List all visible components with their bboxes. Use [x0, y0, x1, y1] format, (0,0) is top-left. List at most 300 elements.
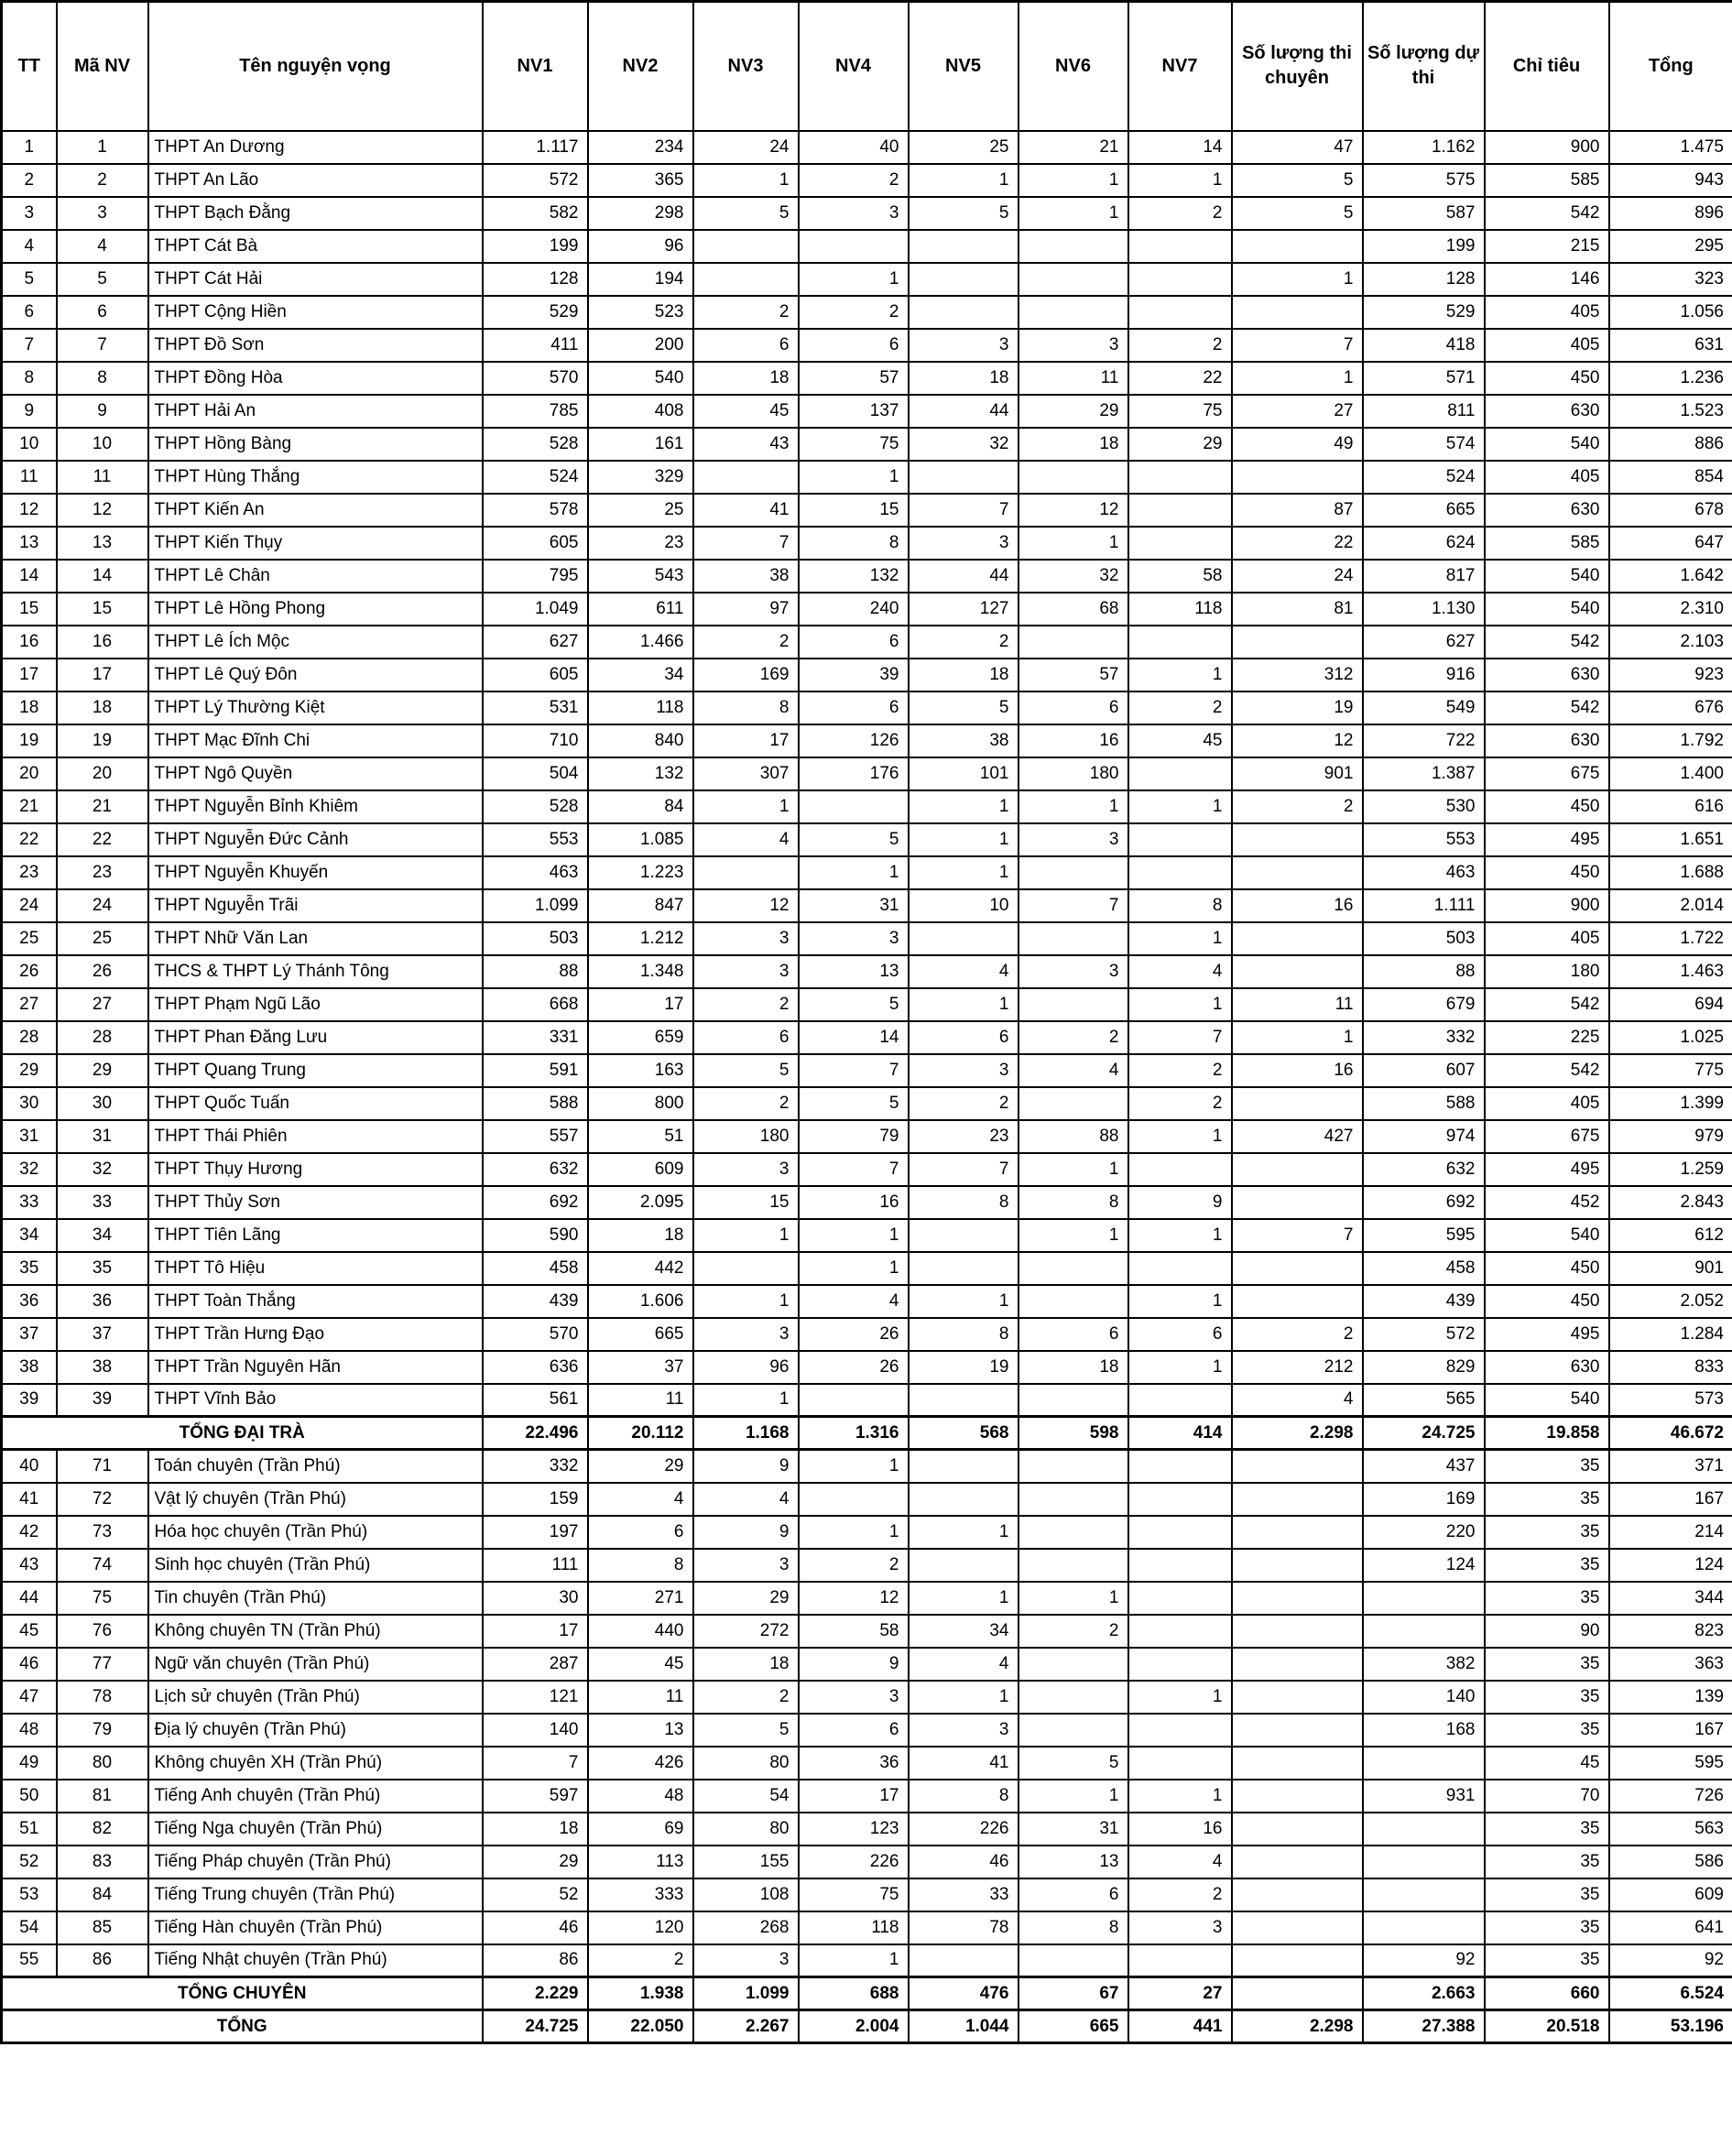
cell-nv2: 13 [588, 1714, 693, 1747]
cell-tong: 641 [1609, 1911, 1732, 1944]
table-row [2, 329, 1732, 362]
cell-nv6 [1019, 1681, 1128, 1714]
cell-nv6 [1019, 1648, 1128, 1681]
cell-nv7 [1128, 856, 1232, 889]
cell-du-thi: 574 [1363, 428, 1485, 461]
table-row [2, 757, 1732, 790]
cell-tong: 371 [1609, 1450, 1732, 1483]
cell-nv6: 1 [1019, 1582, 1128, 1615]
cell-thi-chuyen: 12 [1232, 724, 1363, 757]
cell-du-thi: 595 [1363, 1219, 1485, 1252]
cell-nv3: 6 [693, 1021, 799, 1054]
cell-nv1: 2.229 [483, 1977, 588, 2010]
cell-ten: THPT Hải An [148, 395, 483, 428]
cell-du-thi: 931 [1363, 1780, 1485, 1813]
cell-nv6: 4 [1019, 1054, 1128, 1087]
cell-nv2: 163 [588, 1054, 693, 1087]
cell-du-thi: 1.162 [1363, 131, 1485, 164]
cell-chi-tieu: 90 [1485, 1615, 1609, 1648]
cell-ma-nv: 15 [57, 593, 148, 626]
cell-nv5 [909, 1450, 1019, 1483]
cell-nv3: 4 [693, 1483, 799, 1516]
cell-nv3: 180 [693, 1120, 799, 1153]
cell-chi-tieu: 450 [1485, 856, 1609, 889]
cell-nv3: 24 [693, 131, 799, 164]
cell-nv1: 557 [483, 1120, 588, 1153]
cell-nv1: 597 [483, 1780, 588, 1813]
cell-ma-nv: 74 [57, 1549, 148, 1582]
cell-du-thi: 199 [1363, 230, 1485, 263]
cell-nv6: 8 [1019, 1186, 1128, 1219]
table-row [2, 1450, 1732, 1483]
cell-nv1: 528 [483, 790, 588, 823]
cell-nv1: 24.725 [483, 2010, 588, 2043]
cell-thi-chuyen: 2 [1232, 1318, 1363, 1351]
cell-ten: THPT Phạm Ngũ Lão [148, 988, 483, 1021]
cell-thi-chuyen [1232, 1813, 1363, 1846]
table-row [2, 362, 1732, 395]
cell-chi-tieu: 450 [1485, 790, 1609, 823]
cell-nv3: 5 [693, 197, 799, 230]
cell-nv4: 2.004 [799, 2010, 909, 2043]
cell-thi-chuyen: 1 [1232, 362, 1363, 395]
cell-du-thi: 439 [1363, 1285, 1485, 1318]
cell-nv7: 4 [1128, 1846, 1232, 1878]
cell-ma-nv: 35 [57, 1252, 148, 1285]
cell-nv1: 197 [483, 1516, 588, 1549]
cell-ten: THPT Lê Ích Mộc [148, 626, 483, 659]
cell-chi-tieu: 495 [1485, 1153, 1609, 1186]
cell-tt: 21 [2, 790, 57, 823]
cell-tong: 139 [1609, 1681, 1732, 1714]
cell-nv5: 568 [909, 1417, 1019, 1450]
cell-tong: 344 [1609, 1582, 1732, 1615]
cell-nv5 [909, 1252, 1019, 1285]
cell-tt: 15 [2, 593, 57, 626]
cell-tong: 595 [1609, 1747, 1732, 1780]
cell-tt: 31 [2, 1120, 57, 1153]
cell-ten: THPT Đồ Sơn [148, 329, 483, 362]
cell-nv3: 2 [693, 988, 799, 1021]
cell-ten: Không chuyên XH (Trần Phú) [148, 1747, 483, 1780]
cell-nv3: 43 [693, 428, 799, 461]
cell-ten: THPT An Lão [148, 164, 483, 197]
cell-nv4: 132 [799, 560, 909, 593]
cell-nv7 [1128, 626, 1232, 659]
cell-nv4: 4 [799, 1285, 909, 1318]
cell-ten: THPT Toàn Thắng [148, 1285, 483, 1318]
cell-nv3: 169 [693, 659, 799, 691]
cell-nv4: 14 [799, 1021, 909, 1054]
cell-tt: 49 [2, 1747, 57, 1780]
cell-nv4: 1 [799, 1944, 909, 1977]
cell-nv2: 37 [588, 1351, 693, 1384]
column-header-du-thi: Số lượng dự thi [1363, 2, 1485, 131]
cell-thi-chuyen: 47 [1232, 131, 1363, 164]
cell-nv7: 1 [1128, 1681, 1232, 1714]
cell-nv5: 19 [909, 1351, 1019, 1384]
cell-nv3 [693, 230, 799, 263]
cell-nv7: 1 [1128, 790, 1232, 823]
cell-ten: THPT Vĩnh Bảo [148, 1384, 483, 1417]
cell-nv1: 692 [483, 1186, 588, 1219]
cell-nv7 [1128, 1582, 1232, 1615]
table-row [2, 560, 1732, 593]
cell-nv2: 11 [588, 1384, 693, 1417]
cell-du-thi: 829 [1363, 1351, 1485, 1384]
cell-nv2: 2.095 [588, 1186, 693, 1219]
cell-ten: Hóa học chuyên (Trần Phú) [148, 1516, 483, 1549]
cell-tong: 775 [1609, 1054, 1732, 1087]
cell-du-thi [1363, 1813, 1485, 1846]
cell-chi-tieu: 585 [1485, 164, 1609, 197]
cell-nv1: 22.496 [483, 1417, 588, 1450]
table-row [2, 461, 1732, 494]
cell-nv1: 411 [483, 329, 588, 362]
cell-nv4: 1 [799, 461, 909, 494]
cell-tong: 1.792 [1609, 724, 1732, 757]
cell-nv2: 4 [588, 1483, 693, 1516]
cell-nv6: 88 [1019, 1120, 1128, 1153]
cell-nv6 [1019, 230, 1128, 263]
cell-du-thi: 1.387 [1363, 757, 1485, 790]
cell-nv4: 6 [799, 329, 909, 362]
total-label: TỔNG [2, 2010, 483, 2043]
table-row [2, 197, 1732, 230]
cell-chi-tieu: 35 [1485, 1648, 1609, 1681]
cell-ma-nv: 36 [57, 1285, 148, 1318]
cell-nv5: 38 [909, 724, 1019, 757]
cell-nv2: 194 [588, 263, 693, 296]
cell-tt: 25 [2, 922, 57, 955]
cell-nv5: 7 [909, 1153, 1019, 1186]
cell-nv4: 58 [799, 1615, 909, 1648]
cell-chi-tieu: 450 [1485, 1285, 1609, 1318]
cell-tt: 52 [2, 1846, 57, 1878]
cell-nv1: 572 [483, 164, 588, 197]
cell-chi-tieu: 35 [1485, 1450, 1609, 1483]
cell-ten: THPT Cát Bà [148, 230, 483, 263]
cell-nv6: 2 [1019, 1615, 1128, 1648]
table-row [2, 428, 1732, 461]
cell-tt: 17 [2, 659, 57, 691]
cell-nv6: 1 [1019, 164, 1128, 197]
cell-nv4: 31 [799, 889, 909, 922]
table-row [2, 626, 1732, 659]
cell-ma-nv: 37 [57, 1318, 148, 1351]
cell-nv7: 2 [1128, 329, 1232, 362]
cell-nv6: 32 [1019, 560, 1128, 593]
cell-tong: 53.196 [1609, 2010, 1732, 2043]
cell-nv7: 2 [1128, 691, 1232, 724]
cell-nv2: 365 [588, 164, 693, 197]
cell-nv3: 2.267 [693, 2010, 799, 2043]
cell-ma-nv: 82 [57, 1813, 148, 1846]
cell-nv4: 1 [799, 1516, 909, 1549]
cell-ma-nv: 24 [57, 889, 148, 922]
cell-chi-tieu: 630 [1485, 724, 1609, 757]
cell-tong: 573 [1609, 1384, 1732, 1417]
cell-du-thi: 692 [1363, 1186, 1485, 1219]
cell-tong: 2.310 [1609, 593, 1732, 626]
cell-thi-chuyen [1232, 1648, 1363, 1681]
cell-nv5: 7 [909, 494, 1019, 527]
cell-nv2: 665 [588, 1318, 693, 1351]
cell-thi-chuyen: 427 [1232, 1120, 1363, 1153]
cell-tong: 943 [1609, 164, 1732, 197]
cell-ma-nv: 85 [57, 1911, 148, 1944]
cell-nv4: 5 [799, 988, 909, 1021]
cell-nv2: 800 [588, 1087, 693, 1120]
cell-ten: THPT Kiến An [148, 494, 483, 527]
cell-tong: 678 [1609, 494, 1732, 527]
cell-nv5: 41 [909, 1747, 1019, 1780]
cell-thi-chuyen [1232, 1681, 1363, 1714]
cell-nv6: 6 [1019, 691, 1128, 724]
cell-ma-nv: 83 [57, 1846, 148, 1878]
cell-nv5: 3 [909, 1054, 1019, 1087]
cell-ten: Địa lý chuyên (Trần Phú) [148, 1714, 483, 1747]
cell-tt: 37 [2, 1318, 57, 1351]
cell-tt: 35 [2, 1252, 57, 1285]
cell-tt: 8 [2, 362, 57, 395]
cell-chi-tieu: 495 [1485, 823, 1609, 856]
cell-du-thi [1363, 1878, 1485, 1911]
cell-ma-nv: 6 [57, 296, 148, 329]
cell-ten: THPT Thái Phiên [148, 1120, 483, 1153]
cell-du-thi: 220 [1363, 1516, 1485, 1549]
cell-nv5: 226 [909, 1813, 1019, 1846]
cell-nv5: 3 [909, 329, 1019, 362]
cell-ten: THPT Quang Trung [148, 1054, 483, 1087]
cell-nv7: 58 [1128, 560, 1232, 593]
cell-du-thi: 530 [1363, 790, 1485, 823]
cell-nv1: 668 [483, 988, 588, 1021]
cell-nv1: 528 [483, 428, 588, 461]
cell-nv4: 118 [799, 1911, 909, 1944]
cell-nv3: 9 [693, 1450, 799, 1483]
cell-nv3: 4 [693, 823, 799, 856]
cell-ma-nv: 21 [57, 790, 148, 823]
cell-nv5: 44 [909, 395, 1019, 428]
cell-du-thi: 1.111 [1363, 889, 1485, 922]
cell-ma-nv: 9 [57, 395, 148, 428]
cell-ma-nv: 39 [57, 1384, 148, 1417]
cell-nv5 [909, 922, 1019, 955]
cell-nv5: 8 [909, 1318, 1019, 1351]
cell-nv4: 13 [799, 955, 909, 988]
cell-nv6: 11 [1019, 362, 1128, 395]
cell-thi-chuyen [1232, 1549, 1363, 1582]
cell-nv7 [1128, 1483, 1232, 1516]
cell-ma-nv: 12 [57, 494, 148, 527]
cell-ma-nv: 2 [57, 164, 148, 197]
cell-ten: Tiếng Nga chuyên (Trần Phú) [148, 1813, 483, 1846]
cell-ma-nv: 4 [57, 230, 148, 263]
cell-chi-tieu: 540 [1485, 1384, 1609, 1417]
cell-nv3 [693, 263, 799, 296]
cell-nv7: 3 [1128, 1911, 1232, 1944]
table-row [2, 823, 1732, 856]
cell-chi-tieu: 19.858 [1485, 1417, 1609, 1450]
cell-nv2: 1.466 [588, 626, 693, 659]
cell-tong: 901 [1609, 1252, 1732, 1285]
column-header-nv4: NV4 [799, 2, 909, 131]
table-row [2, 856, 1732, 889]
cell-nv5: 1 [909, 1681, 1019, 1714]
cell-nv5 [909, 1944, 1019, 1977]
cell-tt: 50 [2, 1780, 57, 1813]
cell-nv2: 659 [588, 1021, 693, 1054]
table-row [2, 1944, 1732, 1977]
cell-ma-nv: 19 [57, 724, 148, 757]
cell-chi-tieu: 180 [1485, 955, 1609, 988]
cell-nv4: 3 [799, 197, 909, 230]
cell-nv7 [1128, 1516, 1232, 1549]
cell-thi-chuyen [1232, 1780, 1363, 1813]
cell-nv1: 121 [483, 1681, 588, 1714]
cell-nv4: 3 [799, 1681, 909, 1714]
cell-tong: 1.688 [1609, 856, 1732, 889]
cell-nv2: 523 [588, 296, 693, 329]
cell-ten: THPT Nguyễn Trãi [148, 889, 483, 922]
cell-nv6: 665 [1019, 2010, 1128, 2043]
cell-nv1: 46 [483, 1911, 588, 1944]
cell-nv7 [1128, 823, 1232, 856]
cell-tong: 823 [1609, 1615, 1732, 1648]
cell-du-thi: 549 [1363, 691, 1485, 724]
cell-nv2: 96 [588, 230, 693, 263]
cell-nv3: 12 [693, 889, 799, 922]
cell-thi-chuyen [1232, 1878, 1363, 1911]
cell-nv3: 18 [693, 362, 799, 395]
cell-nv7: 8 [1128, 889, 1232, 922]
cell-nv2: 611 [588, 593, 693, 626]
table-row [2, 395, 1732, 428]
cell-chi-tieu: 585 [1485, 527, 1609, 560]
cell-ten: THPT Tiên Lãng [148, 1219, 483, 1252]
cell-nv6: 16 [1019, 724, 1128, 757]
total-label: TỔNG ĐẠI TRÀ [2, 1417, 483, 1450]
cell-nv2: 18 [588, 1219, 693, 1252]
cell-nv6 [1019, 1483, 1128, 1516]
cell-nv5: 4 [909, 955, 1019, 988]
cell-nv7 [1128, 1450, 1232, 1483]
cell-thi-chuyen [1232, 1977, 1363, 2010]
cell-tong: 214 [1609, 1516, 1732, 1549]
cell-du-thi: 817 [1363, 560, 1485, 593]
cell-nv6 [1019, 1516, 1128, 1549]
cell-ten: Sinh học chuyên (Trần Phú) [148, 1549, 483, 1582]
cell-nv2: 1.606 [588, 1285, 693, 1318]
column-header-ma-nv: Mã NV [57, 2, 148, 131]
cell-nv3: 2 [693, 296, 799, 329]
cell-nv7 [1128, 1615, 1232, 1648]
cell-nv1: 590 [483, 1219, 588, 1252]
cell-tt: 20 [2, 757, 57, 790]
cell-nv3: 9 [693, 1516, 799, 1549]
cell-nv1: 463 [483, 856, 588, 889]
cell-thi-chuyen [1232, 1516, 1363, 1549]
cell-du-thi: 624 [1363, 527, 1485, 560]
cell-nv3: 307 [693, 757, 799, 790]
cell-nv2: 1.085 [588, 823, 693, 856]
cell-nv6: 3 [1019, 955, 1128, 988]
cell-nv1: 591 [483, 1054, 588, 1087]
cell-nv7: 414 [1128, 1417, 1232, 1450]
cell-du-thi [1363, 1747, 1485, 1780]
cell-ten: Ngữ văn chuyên (Trần Phú) [148, 1648, 483, 1681]
cell-chi-tieu: 405 [1485, 1087, 1609, 1120]
cell-thi-chuyen [1232, 461, 1363, 494]
cell-nv6: 1 [1019, 1153, 1128, 1186]
table-row [2, 1087, 1732, 1120]
cell-thi-chuyen: 22 [1232, 527, 1363, 560]
cell-thi-chuyen [1232, 296, 1363, 329]
cell-nv7: 1 [1128, 1219, 1232, 1252]
cell-thi-chuyen [1232, 922, 1363, 955]
cell-tt: 3 [2, 197, 57, 230]
cell-nv1: 570 [483, 362, 588, 395]
cell-ma-nv: 27 [57, 988, 148, 1021]
cell-thi-chuyen: 27 [1232, 395, 1363, 428]
cell-nv2: 200 [588, 329, 693, 362]
cell-tt: 27 [2, 988, 57, 1021]
cell-ma-nv: 81 [57, 1780, 148, 1813]
cell-tong: 854 [1609, 461, 1732, 494]
cell-nv1: 439 [483, 1285, 588, 1318]
table-row [2, 230, 1732, 263]
cell-chi-tieu: 542 [1485, 1054, 1609, 1087]
cell-ma-nv: 1 [57, 131, 148, 164]
cell-nv3: 1.168 [693, 1417, 799, 1450]
cell-thi-chuyen [1232, 230, 1363, 263]
cell-ma-nv: 10 [57, 428, 148, 461]
cell-nv1: 605 [483, 659, 588, 691]
cell-du-thi [1363, 1582, 1485, 1615]
cell-nv5: 127 [909, 593, 1019, 626]
cell-du-thi: 128 [1363, 263, 1485, 296]
cell-nv5: 32 [909, 428, 1019, 461]
cell-nv4: 240 [799, 593, 909, 626]
cell-nv1: 529 [483, 296, 588, 329]
cell-chi-tieu: 630 [1485, 494, 1609, 527]
table-row [2, 527, 1732, 560]
cell-nv4: 1 [799, 1450, 909, 1483]
cell-chi-tieu: 35 [1485, 1483, 1609, 1516]
cell-tt: 53 [2, 1878, 57, 1911]
cell-tt: 18 [2, 691, 57, 724]
cell-nv7: 4 [1128, 955, 1232, 988]
cell-nv3: 1.099 [693, 1977, 799, 2010]
cell-nv4 [799, 790, 909, 823]
cell-nv7: 1 [1128, 1285, 1232, 1318]
cell-nv2: 29 [588, 1450, 693, 1483]
cell-nv7 [1128, 527, 1232, 560]
cell-nv2: 11 [588, 1681, 693, 1714]
cell-nv7: 1 [1128, 659, 1232, 691]
cell-nv4 [799, 230, 909, 263]
cell-nv7 [1128, 1153, 1232, 1186]
cell-ma-nv: 76 [57, 1615, 148, 1648]
cell-nv2: 442 [588, 1252, 693, 1285]
cell-nv7 [1128, 1384, 1232, 1417]
table-row [2, 1780, 1732, 1813]
cell-ten: THPT Mạc Đĩnh Chi [148, 724, 483, 757]
table-row [2, 1318, 1732, 1351]
cell-nv5: 2 [909, 1087, 1019, 1120]
cell-nv5: 3 [909, 527, 1019, 560]
